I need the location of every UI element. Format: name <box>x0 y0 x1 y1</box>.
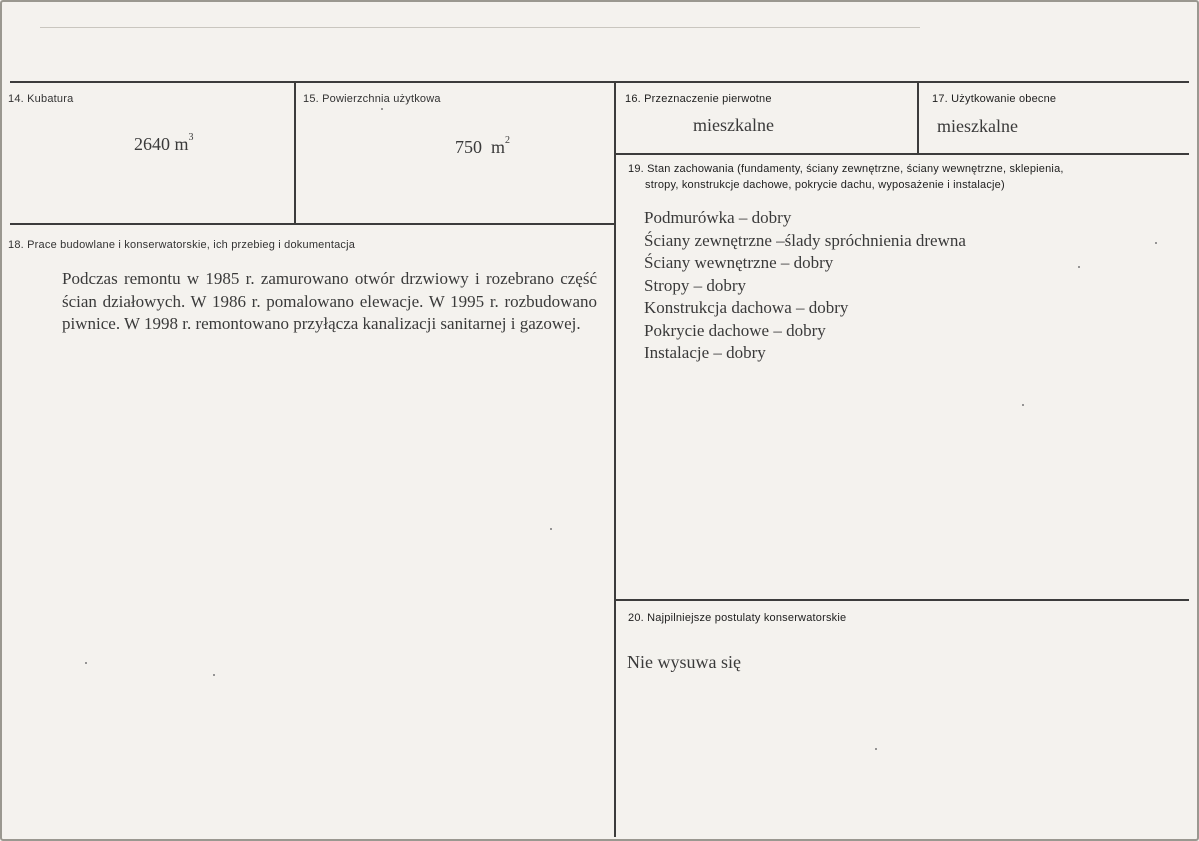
divider-16-17 <box>917 81 919 154</box>
field-17-label: 17. Użytkowanie obecne <box>932 93 1057 105</box>
list-item: Ściany wewnętrzne – dobry <box>644 253 834 272</box>
list-item: Pokrycie dachowe – dobry <box>644 320 826 340</box>
list-item: Stropy – dobry <box>644 275 746 295</box>
paper-speck <box>1022 404 1024 406</box>
list-item: Konstrukcja dachowa – dobry <box>644 298 849 317</box>
field-19-list <box>644 207 966 365</box>
divider-14-15 <box>294 81 296 224</box>
powierzchnia-number: 750 m <box>455 137 506 157</box>
field-16-value: mieszkalne <box>693 115 774 135</box>
field-15-value <box>455 137 510 158</box>
rule-under-16-17 <box>615 153 1189 155</box>
kubatura-exponent: 3 <box>188 132 194 143</box>
rule-under-14-15 <box>10 223 616 225</box>
field-16-label: 16. Przeznaczenie pierwotne <box>625 93 772 105</box>
field-18-text: Podczas remontu w 1985 r. zamurowano otwór drzwiowy i rozebrano część ścian działowych. W 1986 r. pomalowano elewacje. W 1995 r. rozbudowano piwnice. W 1998 r. remontowano przyłącza kanalizacji sanitarnej i gazowej. <box>62 269 597 333</box>
field-20-label: 20. Najpilniejsze postulaty konserwatorskie <box>628 612 847 624</box>
field-20-value: Nie wysuwa się <box>627 652 741 672</box>
paper-speck <box>1155 242 1157 244</box>
list-item: Instalacje – dobry <box>644 343 766 362</box>
paper-speck <box>550 528 552 530</box>
field-19-label-line2: stropy, konstrukcje dachowe, pokrycie dachu, wyposażenie i instalacje) <box>645 179 1005 191</box>
field-18-label: 18. Prace budowlane i konserwatorskie, ich przebieg i dokumentacja <box>8 239 356 251</box>
field-14-label: 14. Kubatura <box>8 93 74 105</box>
paper-speck <box>875 748 877 750</box>
field-19-label-line1: 19. Stan zachowania (fundamenty, ściany zewnętrzne, ściany wewnętrzne, sklepienia, <box>628 163 1064 175</box>
top-guide-line <box>40 27 920 28</box>
paper-speck <box>213 674 215 676</box>
field-14-value <box>134 134 194 155</box>
paper-speck <box>1078 266 1080 268</box>
kubatura-number: 2640 m <box>134 134 189 154</box>
field-15-label: 15. Powierzchnia użytkowa <box>303 93 441 105</box>
paper-speck <box>85 662 87 664</box>
list-item: Ściany zewnętrzne –ślady spróchnienia drewna <box>644 230 966 250</box>
center-divider <box>614 81 616 837</box>
list-item: Podmurówka – dobry <box>644 208 792 227</box>
rule-above-20 <box>615 599 1189 601</box>
field-17-value: mieszkalne <box>937 116 1018 136</box>
paper-speck <box>381 108 383 110</box>
powierzchnia-exponent: 2 <box>505 135 511 146</box>
top-rule <box>10 81 1189 83</box>
